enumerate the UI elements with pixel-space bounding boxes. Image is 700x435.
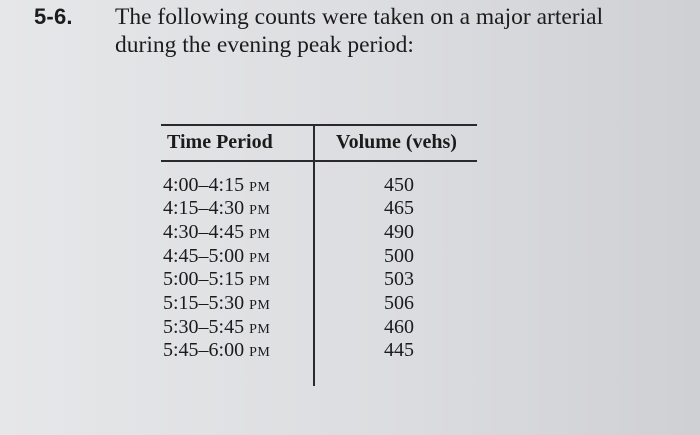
table-body: [161, 162, 477, 364]
volume-cell: 503: [384, 268, 414, 291]
time-period-cell: 4:45–5:00 PM: [163, 244, 271, 267]
volume-cell: 465: [384, 197, 414, 220]
table-row: [161, 174, 477, 198]
table-row: [161, 339, 477, 363]
table-row: [161, 292, 477, 316]
volume-cell: 445: [384, 339, 414, 362]
time-period-cell: 5:45–6:00 PM: [163, 339, 271, 362]
volume-cell: 506: [384, 291, 414, 314]
problem-statement-line-1: The following counts were taken on a major arterial: [115, 4, 604, 30]
time-period-cell: 4:00–4:15 PM: [163, 173, 271, 196]
table-row: [161, 245, 477, 269]
time-period-cell: 5:15–5:30 PM: [163, 291, 271, 314]
header-volume: Volume (vehs): [336, 131, 457, 153]
table-row: [161, 197, 477, 221]
table-row: [161, 268, 477, 292]
time-period-cell: 4:15–4:30 PM: [163, 197, 271, 220]
problem-statement: [115, 3, 603, 59]
table-row: [161, 316, 477, 340]
volume-cell: 450: [384, 173, 414, 196]
header-time-period: Time Period: [167, 131, 273, 153]
volume-cell: 500: [384, 244, 414, 267]
problem-number: 5-6.: [34, 4, 73, 29]
time-period-cell: 5:00–5:15 PM: [163, 268, 271, 291]
table-row: [161, 221, 477, 245]
table-header-row: [161, 126, 477, 160]
volume-cell: 460: [384, 315, 414, 338]
time-period-cell: 5:30–5:45 PM: [163, 315, 271, 338]
traffic-count-table: [161, 124, 477, 363]
time-period-cell: 4:30–4:45 PM: [163, 220, 271, 243]
volume-cell: 490: [384, 220, 414, 243]
problem-statement-line-2: during the evening peak period:: [115, 32, 414, 58]
